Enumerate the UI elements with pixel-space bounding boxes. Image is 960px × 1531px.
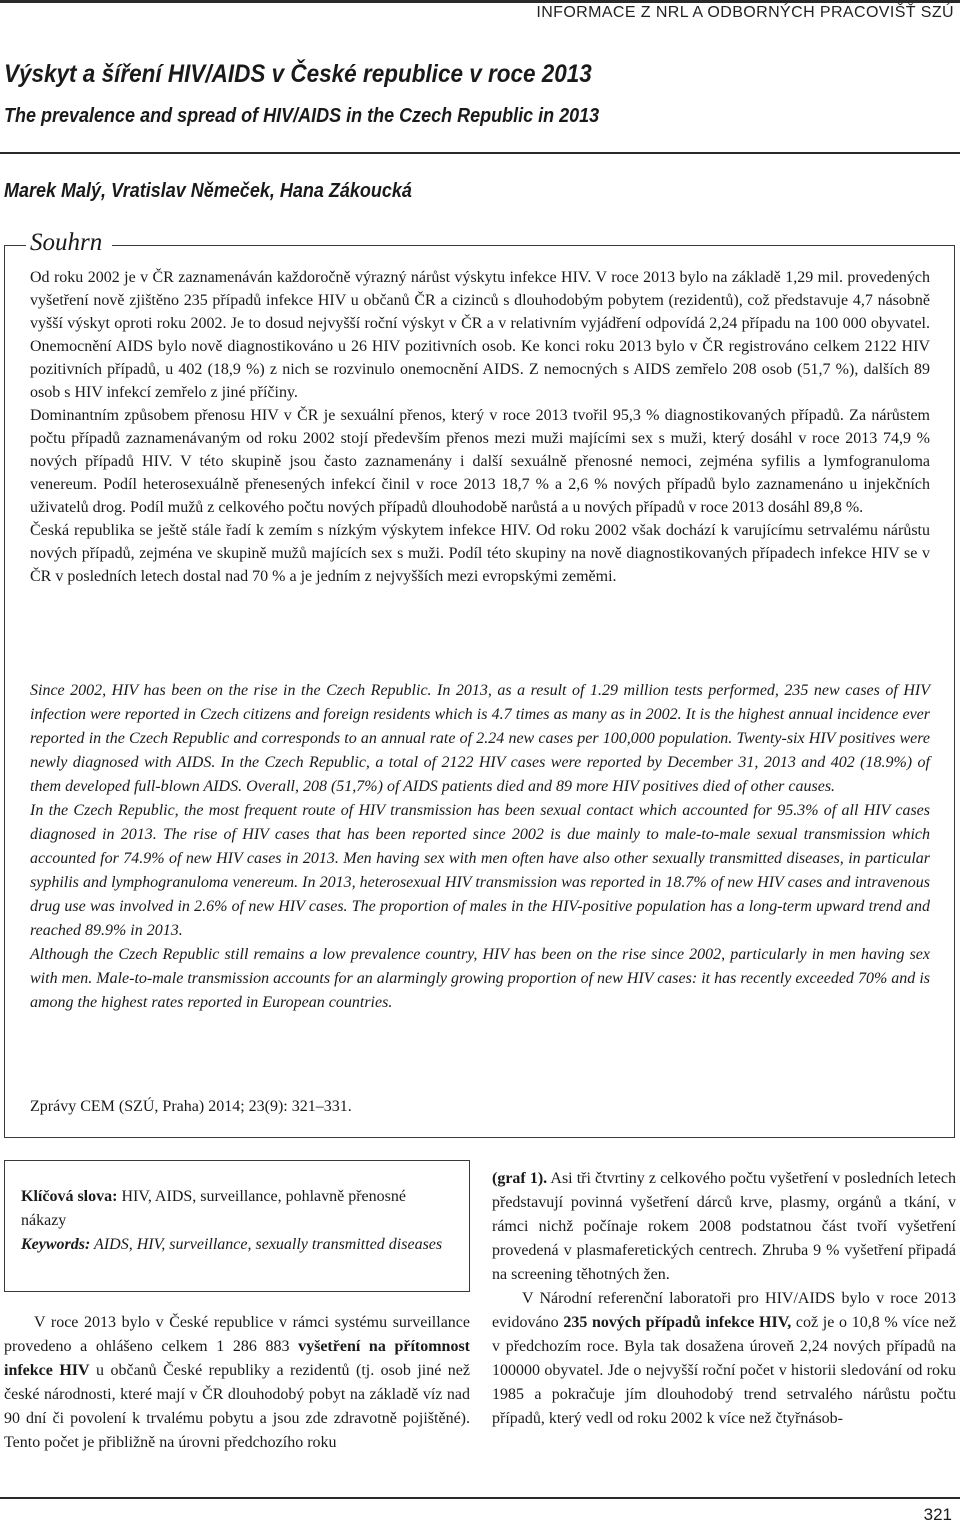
abstract-en-paragraph: Although the Czech Republic still remains a low prevalence country, HIV has been on the rise since 2002, particularly in men having sex with men. Male-to-male transmission accounts for an alarmingly growing proportion of new HIV cases: it has recently exceeded 70% and is among the highest rates reported in European countries. [30, 946, 930, 1011]
body-text: což je o 10,8 % více než v předchozím roce. Byla tak dosažena úroveň 2,24 nových případů na 100000 obyvatel. Jde o nejvyšší roční počet v historii sledování od roku 1985 a pokračuje jím dlouhodobý trend setrvalého nárůstu počtu případů, který vedl od roku 2002 k více než čtyřnásob- [492, 1314, 956, 1427]
body-text-bold: 235 nových případů infekce HIV, [563, 1314, 792, 1331]
body-column-left [4, 1311, 470, 1455]
article-title-en: The prevalence and spread of HIV/AIDS in the Czech Republic in 2013 [4, 105, 600, 127]
keywords-en [21, 1233, 453, 1257]
keywords-cz-text: HIV, AIDS, surveillance, pohlavně přenosné nákazy [21, 1188, 406, 1229]
page-number: 321 [923, 1505, 952, 1524]
figure-reference: (graf 1). [492, 1170, 548, 1187]
body-column-right [492, 1167, 956, 1431]
citation: Zprávy CEM (SZÚ, Praha) 2014; 23(9): 321–331. [30, 1098, 352, 1115]
abstract-en-paragraph: In the Czech Republic, the most frequent route of HIV transmission has been sexual contact which accounted for 95.3% of all HIV cases diagnosed in 2013. The rise of HIV cases that has been reported since 2002 is due mainly to male-to-male sexual transmission which accounted for 74.9% of new HIV cases in 2013. Men having sex with men often have also other sexually transmitted diseases, in particular syphilis and lymphogranuloma venereum. In 2013, heterosexual HIV transmission was reported in 18.7% of new HIV cases and intravenous drug use was involved in 2.6% of new HIV cases. The proportion of males in the HIV-positive population has a long-term upward trend and reached 89.9% in 2013. [30, 802, 930, 939]
keywords-en-text: AIDS, HIV, surveillance, sexually transmitted diseases [90, 1236, 443, 1253]
title-rule [0, 152, 960, 154]
keywords-box [4, 1160, 470, 1292]
body-text: u občanů České republiky a rezidentů (tj. osob jiné než české národnosti, které mají v ČR dlouhodobý pobyt na základě víz nad 90 dní či povolení k trvalému pobytu a jsou zde zdravotně pojištěné). Tento počet je přibližně na úrovni předchozího roku [4, 1362, 470, 1451]
body-text: V roce 2013 bylo v České republice v rámci systému surveillance provedeno a ohlášeno celkem 1 286 883 [4, 1314, 470, 1355]
top-rule [0, 0, 960, 3]
bottom-rule [0, 1497, 960, 1499]
body-paragraph [492, 1167, 956, 1287]
abstract-heading: Souhrn [30, 229, 103, 256]
abstract-cz [30, 266, 930, 588]
article-title-cz: Výskyt a šíření HIV/AIDS v České republice v roce 2013 [4, 60, 592, 88]
keywords-cz [21, 1185, 453, 1233]
section-label: INFORMACE Z NRL A ODBORNÝCH PRACOVIŠŤ SZÚ [536, 4, 954, 21]
body-text: Asi tři čtvrtiny z celkového počtu vyšetření v posledních letech představují povinná vyšetření dárců krve, plasmy, orgánů a tkání, v rámci nichž počínaje rokem 2008 podstatnou část tvoří vyšetření provedená v plasmaferetických centrech. Zhruba 9 % vyšetření připadá na screening těhotných žen. [492, 1170, 957, 1283]
body-paragraph [492, 1287, 956, 1431]
abstract-en-paragraph: Since 2002, HIV has been on the rise in the Czech Republic. In 2013, as a result of 1.29 million tests performed, 235 new cases of HIV infection were reported in Czech citizens and foreign residents which is 4.7 times as many as in 2002. It is the highest annual incidence ever reported in the Czech Republic and corresponds to an annual rate of 2.24 new cases per 100,000 population. Twenty-six HIV positives were newly diagnosed with AIDS. In the Czech Republic, a total of 2122 HIV cases were reported by December 31, 2013 and 402 (18.9%) of them developed full-blown AIDS. Overall, 208 (51,7%) of AIDS patients died and 89 more HIV positives died of other causes. [30, 682, 930, 795]
authors: Marek Malý, Vratislav Němeček, Hana Zákoucká [4, 180, 412, 202]
body-text: V Národní referenční laboratoři pro HIV/AIDS bylo v roce 2013 evidováno [492, 1290, 956, 1331]
abstract-cz-paragraph: Dominantním způsobem přenosu HIV v ČR je sexuální přenos, který v roce 2013 tvořil 95,3 % diagnostikovaných případů. Za nárůstem počtu případů zaznamenávaným od roku 2002 stojí především přenos mezi muži majícími sex s muži, který dosáhl v roce 2013 74,9 % nových případů HIV. V této skupině jsou často zaznamenány i další sexuálně přenosné nemoci, zejména syfilis a lymfogranuloma venereum. Podíl heterosexuálně přenesených infekcí činil v roce 2013 18,7 % a 2,6 % nových případů bylo zaznamenáno u injekčních uživatelů drog. Podíl mužů z celkového počtu nových případů dlouhodobě narůstá a u nových případů v roce 2013 dosáhl 89,8 %. [30, 407, 930, 516]
body-text-bold: vyšetření na přítomnost infekce HIV [4, 1338, 471, 1379]
keywords-cz-label: Klíčová slova: [21, 1188, 118, 1205]
keywords-en-label: Keywords: [21, 1236, 91, 1253]
abstract-cz-paragraph: Od roku 2002 je v ČR zaznamenáván každoročně výrazný nárůst výskytu infekce HIV. V roce 2013 bylo na základě 1,29 mil. provedených vyšetření nově zjištěno 235 případů infekce HIV u občanů ČR a cizinců s dlouhodobým pobytem (rezidentů), což představuje 4,7 násobně vyšší výskyt oproti roku 2002. Je to dosud nejvyšší roční výskyt v ČR a v relativním vyjádření odpovídá 2,24 případu na 100 000 obyvatel. Onemocnění AIDS bylo nově diagnostikováno u 26 HIV pozitivních osob. Ke konci roku 2013 bylo v ČR registrováno celkem 2122 HIV pozitivních případů, u 402 (18,9 %) z nich se rozvinulo onemocnění AIDS. Z nemocných s AIDS zemřelo 208 osob (51,7 %), dalších 89 osob s HIV infekcí zemřelo z jiné příčiny. [30, 269, 930, 401]
abstract-cz-paragraph: Česká republika se ještě stále řadí k zemím s nízkým výskytem infekce HIV. Od roku 2002 však dochází k varujícímu setrvalému nárůstu nových případů, zejména ve skupině mužů majících sex s muži. Podíl této skupiny na nově diagnostikovaných případech infekce HIV se v ČR v posledních letech dostal nad 70 % a je jedním z nejvyšších mezi evropskými zeměmi. [30, 522, 930, 585]
abstract-en [30, 679, 930, 1015]
